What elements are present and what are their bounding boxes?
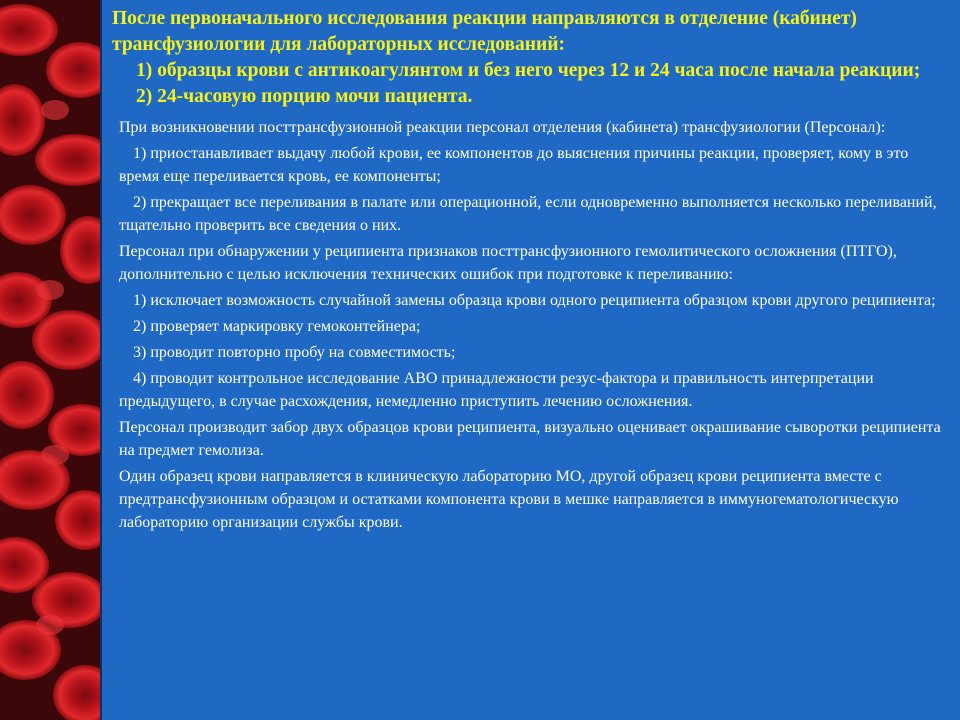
paragraph-2-item-4: 4) проводит контрольное исследование АВО принадлежности резус-фактора и правильность интерпретации предыдущего, в случае расхождения, немедленно приступить лечению осложнения.: [119, 370, 874, 410]
heading-item-1: 1) образцы крови с антикоагулянтом и без него через 12 и 24 часа после начала реакции;: [136, 60, 921, 81]
paragraph-2-item-2: 2) проверяет маркировку гемоконтейнера;: [133, 318, 421, 335]
paragraph-1-item-2: 2) прекращает все переливания в палате или операционной, если одновременно выполняется несколько переливаний, тщательно проверить все сведения о них.: [119, 194, 937, 234]
paragraph-2-item-3: 3) проводит повторно пробу на совместимость;: [133, 344, 456, 361]
divider: [100, 0, 102, 720]
slide-heading: [112, 6, 942, 110]
paragraph-1-item-1: 1) приостанавливает выдачу любой крови, ее компонентов до выяснения причины реакции, проверяет, кому в это время еще переливается кровь, ее компоненты;: [119, 145, 909, 185]
heading-item-2: 2) 24-часовую порцию мочи пациента.: [136, 86, 473, 107]
slide-content: [112, 6, 942, 537]
paragraph-1: При возникновении посттрансфузионной реакции персонал отделения (кабинета) трансфузиологии (Персонал):: [119, 119, 886, 136]
paragraph-2: Персонал при обнаружении у реципиента признаков посттрансфузионного гемолитического осложнения (ПТГО), дополнительно с целью исключения технических ошибок при подготовке к переливанию:: [119, 243, 897, 283]
paragraph-3: Персонал производит забор двух образцов крови реципиента, визуально оценивает окрашивание сыворотки реципиента на предмет гемолиза.: [119, 419, 941, 459]
heading-intro: После первоначального исследования реакции направляются в отделение (кабинет) трансфузиологии для лабораторных исследований:: [112, 8, 857, 55]
red-blood-cells-image: [0, 0, 100, 720]
paragraph-4: Один образец крови направляется в клиническую лабораторию МО, другой образец крови реципиента вместе с предтрансфузионным образцом и остатками компонента крови в мешке направляется в иммуногематологическую лабораторию организации службы крови.: [119, 468, 899, 531]
paragraph-2-item-1: 1) исключает возможность случайной замены образца крови одного реципиента образцом крови другого реципиента;: [133, 292, 936, 309]
